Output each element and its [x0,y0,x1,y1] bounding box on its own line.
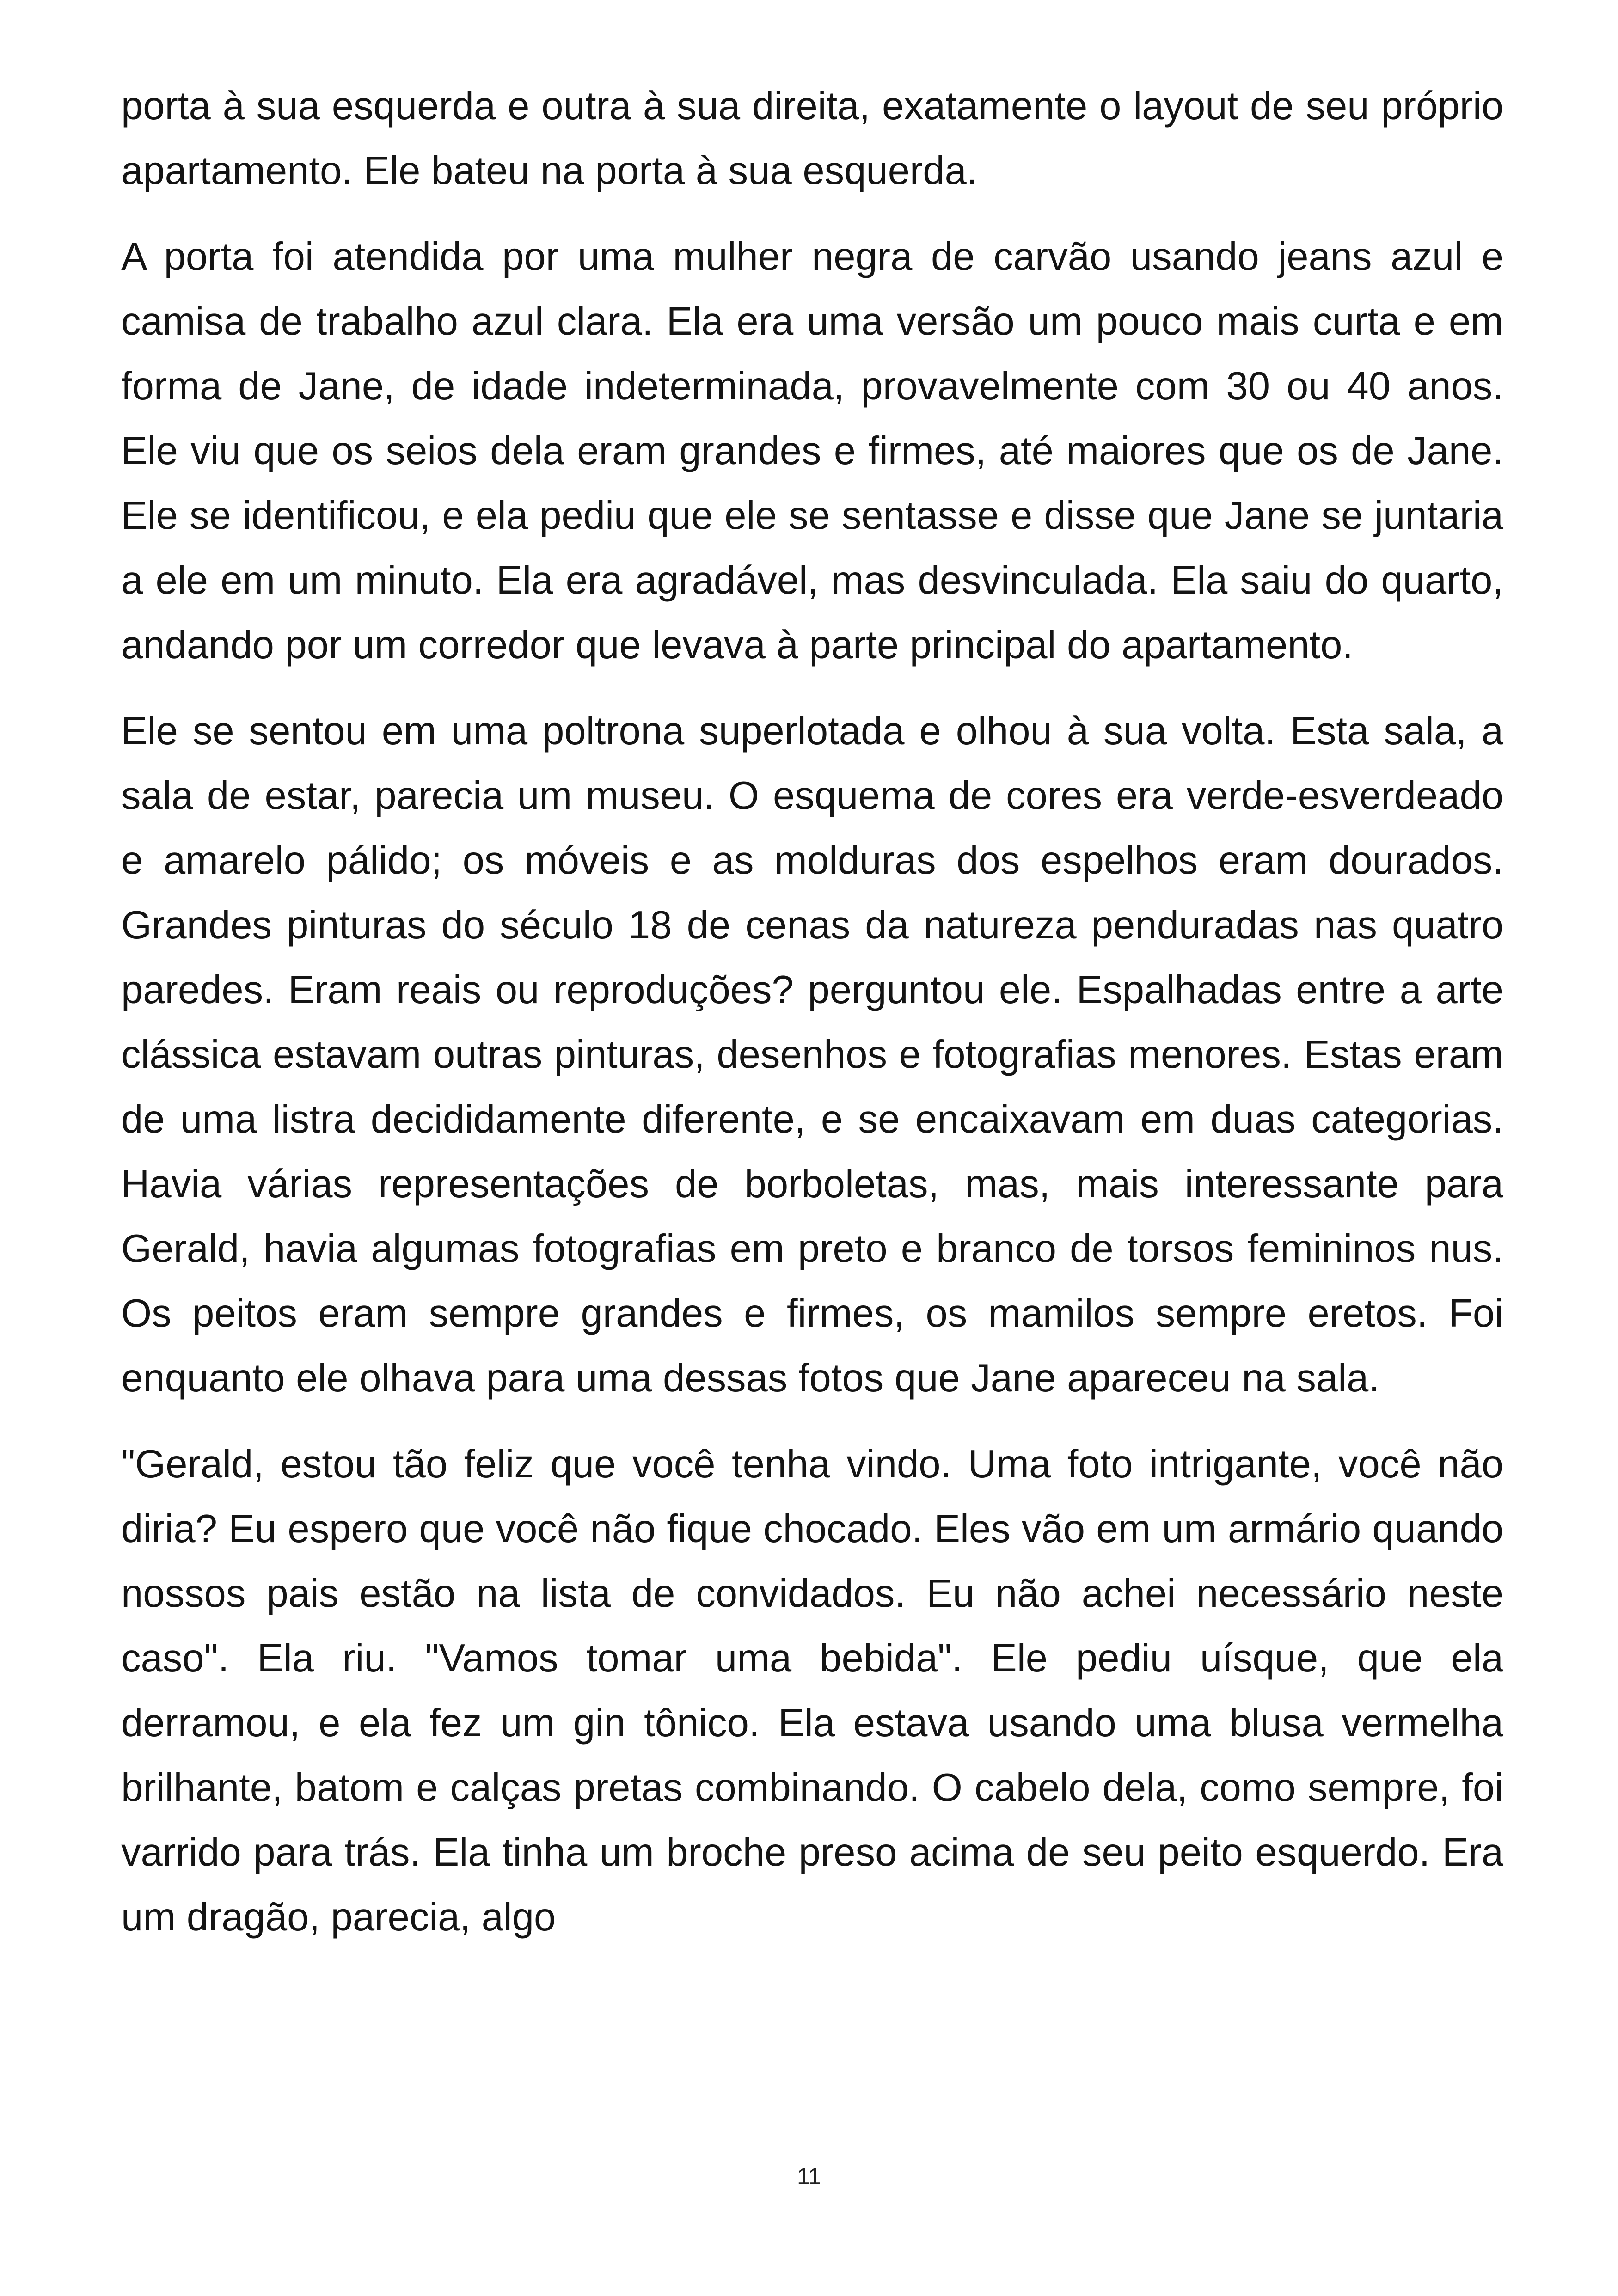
body-text [121,74,1503,1971]
paragraph-4: "Gerald, estou tão feliz que você tenha vindo. Uma foto intrigante, você não diria? Eu espero que você não fique chocado. Eles vão em um armário quando nossos pais estão na lista de convidados. Eu não achei necessário neste caso". Ela riu. "Vamos tomar uma bebida". Ele pediu uísque, que ela derramou, e ela fez um gin tônico. Ela estava usando uma blusa vermelha brilhante, batom e calças pretas combinando. O cabelo dela, como sempre, foi varrido para trás. Ela tinha um broche preso acima de seu peito esquerdo. Era um dragão, parecia, algo [121,1442,1503,1939]
paragraph-2: A porta foi atendida por uma mulher negra de carvão usando jeans azul e camisa de trabalho azul clara. Ela era uma versão um pouco mais curta e em forma de Jane, de idade indeterminada, provavelmente com 30 ou 40 anos. Ele viu que os seios dela eram grandes e firmes, até maiores que os de Jane. Ele se identificou, e ela pediu que ele se sentasse e disse que Jane se juntaria a ele em um minuto. Ela era agradável, mas desvinculada. Ela saiu do quarto, andando por um corredor que levava à parte principal do apartamento. [121,235,1503,667]
paragraph-1: porta à sua esquerda e outra à sua direita, exatamente o layout de seu próprio apartamento. Ele bateu na porta à sua esquerda. [121,84,1503,193]
paragraph-3: Ele se sentou em uma poltrona superlotada e olhou à sua volta. Esta sala, a sala de estar, parecia um museu. O esquema de cores era verde-esverdeado e amarelo pálido; os móveis e as molduras dos espelhos eram dourados. Grandes pinturas do século 18 de cenas da natureza penduradas nas quatro paredes. Eram reais ou reproduções? perguntou ele. Espalhadas entre a arte clássica estavam outras pinturas, desenhos e fotografias menores. Estas eram de uma listra decididamente diferente, e se encaixavam em duas categorias. Havia várias representações de borboletas, mas, mais interessante para Gerald, havia algumas fotografias em preto e branco de torsos femininos nus. Os peitos eram sempre grandes e firmes, os mamilos sempre eretos. Foi enquanto ele olhava para uma dessas fotos que Jane apareceu na sala. [121,709,1503,1400]
page-number: 11 [797,2163,821,2189]
